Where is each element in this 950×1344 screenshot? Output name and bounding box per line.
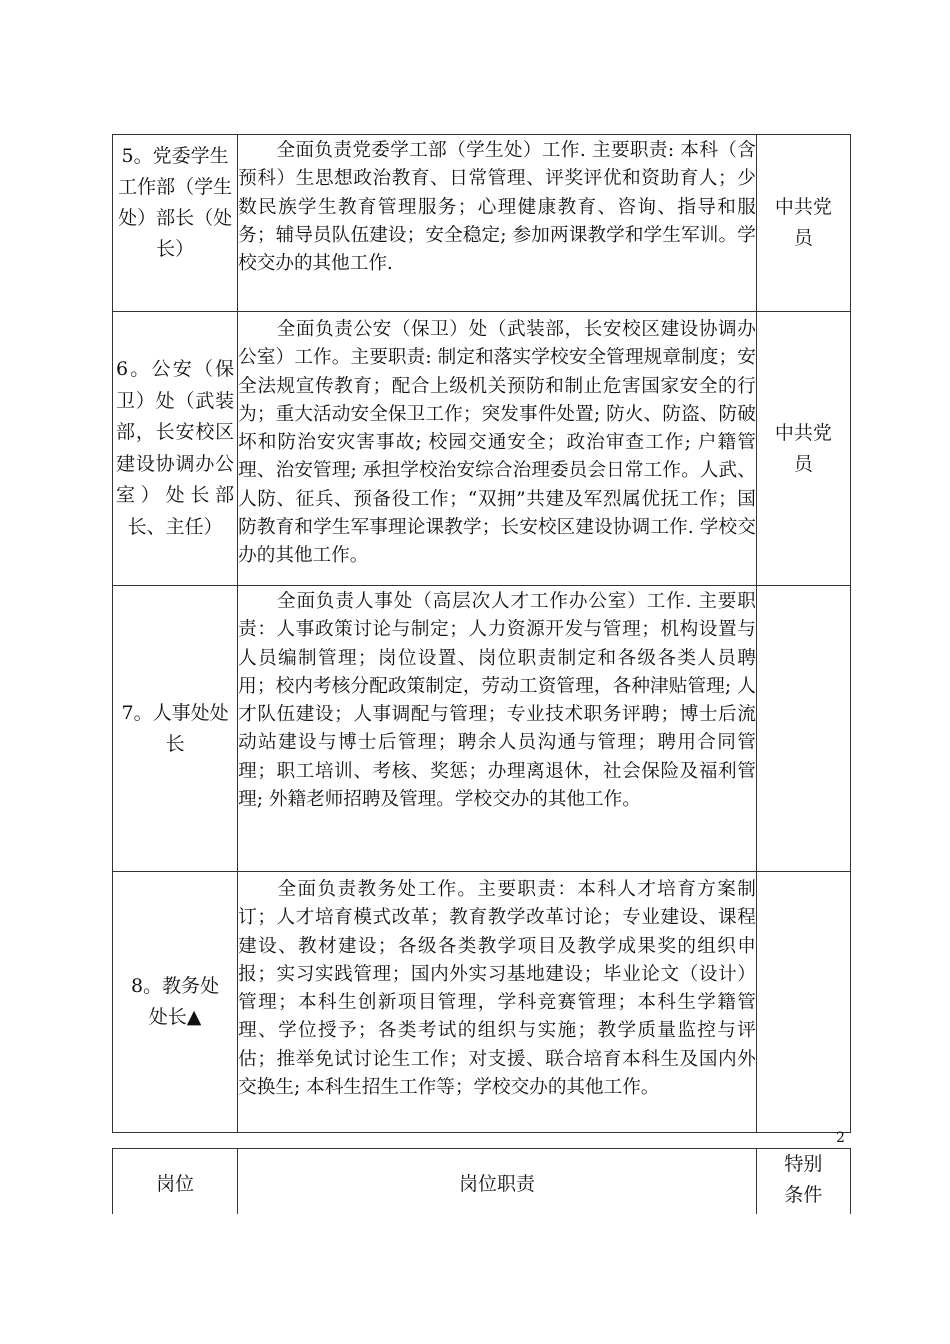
table-header-row [113,1149,851,1215]
position-cell [113,135,238,312]
position-cell [113,872,238,1133]
next-page-clip [0,1148,950,1214]
position-cell [113,312,238,586]
condition-cell [756,872,850,1133]
header-position: 岗位 [113,1149,238,1215]
position-text: 6。公安（保卫）处（武装部，长安校区建设协调办公室）处长部长、主任） [116,358,235,538]
header-condition: 特别条件 [756,1149,850,1215]
position-text: 8。教务处处长▲ [131,975,220,1028]
duties-cell [238,586,757,872]
condition-cell [756,312,850,586]
table-row [113,135,851,312]
condition-cell [756,586,850,872]
duties-cell [238,312,757,586]
table-row [113,586,851,872]
condition-text: 中共党员 [774,196,832,249]
duties-text: 全面负责公安（保卫）处（武装部，长安校区建设协调办公室）工作。主要职责: 制定和落实学校安全管理规章制度；安全法规宣传教育；配合上级机关预防和制止危害国家安全的行为；重大活动安全保卫工作；突发事件处置; 防火、防盗、防破坏和防治安灾害事故; 校园交通安全；政治审查工作; 户籍管理、治安管理; 承担学校治安综合治理委员会日常工作。人武、人防、征兵、预备役工作；“双拥”共建及军烈属优抚工作；国防教育和学生军事理论课教学；长安校区建设协调工作. 学校交办的其他工作。 [238,319,756,567]
page-number: 2 [836,1130,845,1146]
duties-text: 全面负责人事处（高层次人才工作办公室）工作. 主要职责：人事政策讨论与制定；人力资源开发与管理；机构设置与人员编制管理；岗位设置、岗位职责制定和各级各类人员聘用；校内考核分配政策制定，劳动工资管理，各种津贴管理; 人才队伍建设；人事调配与管理；专业技术职务评聘；博士后流动站建设与博士后管理；聘余人员沟通与管理；聘用合同管理；职工培训、考核、奖惩；办理离退休，社会保险及福利管理; 外籍老师招聘及管理。学校交办的其他工作。 [238,591,756,811]
condition-text: 中共党员 [774,421,832,475]
table-row [113,872,851,1133]
table-row [113,312,851,586]
duties-table [112,134,851,1133]
condition-cell [756,135,850,312]
duties-cell [238,135,757,312]
header-table [112,1148,851,1214]
position-cell [113,586,238,872]
header-duties: 岗位职责 [238,1149,757,1215]
duties-text: 全面负责党委学工部（学生处）工作. 主要职责: 本科（含预科）生思想政治教育、日常管理、评奖评优和资助育人；少数民族学生教育管理服务；心理健康教育、咨询、指导和服务；辅导员队伍建设；安全稳定; 参加两课教学和学生军训。学校交办的其他工作. [238,140,756,275]
duties-cell [238,872,757,1133]
position-text: 7。人事处处长 [121,701,229,755]
duties-text: 全面负责教务处工作。主要职责：本科人才培育方案制订；人才培育模式改革；教育教学改革讨论；专业建设、课程建设、教材建设；各级各类教学项目及教学成果奖的组织申报；实习实践管理；国内外实习基地建设；毕业论文（设计）管理；本科生创新项目管理，学科竞赛管理；本科生学籍管理、学位授予；各类考试的组织与实施；教学质量监控与评估；推举免试讨论生工作；对支援、联合培育本科生及国内外交换生; 本科生招生工作等；学校交办的其他工作。 [238,879,756,1099]
position-text: 5。党委学生工作部（学生处）部长（处长） [118,145,233,260]
